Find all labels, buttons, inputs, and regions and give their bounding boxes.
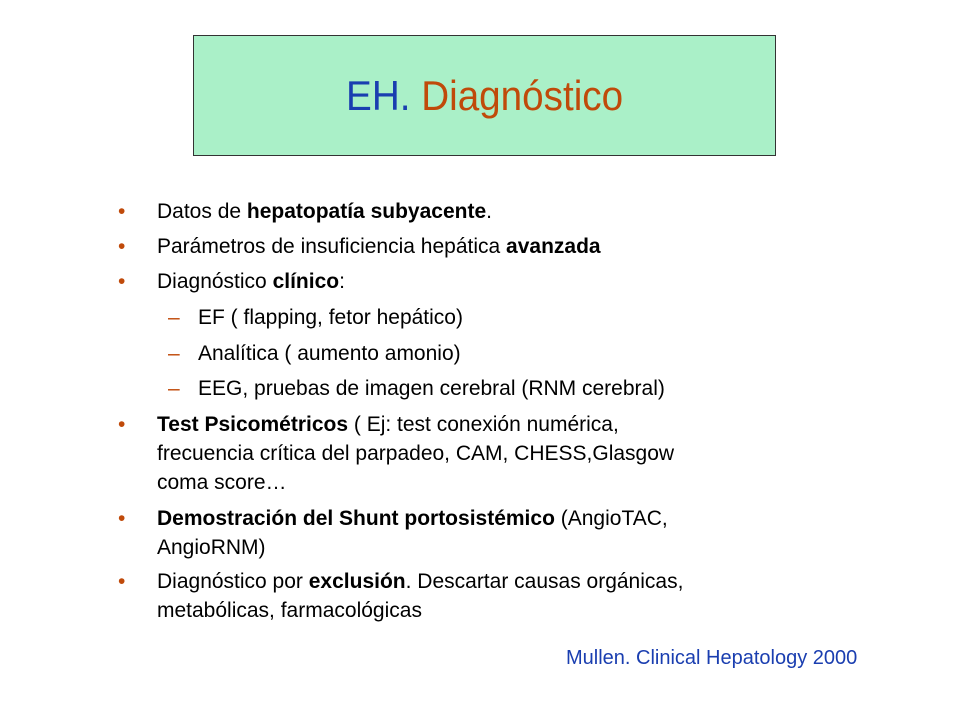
text: Diagnóstico por [157,570,309,593]
dash-marker: – [168,342,180,365]
bullet-marker: • [118,235,126,258]
bullet-marker: • [118,507,126,530]
text: Datos de [157,200,247,223]
emphasis: Demostración del Shunt portosistémico [157,507,555,530]
list-item-continuation: coma score… [157,471,287,494]
emphasis: hepatopatía subyacente [246,200,487,223]
list-item-exclusion [157,568,683,596]
emphasis: clínico [272,270,340,293]
bullet-marker: • [118,270,126,293]
bullet-marker: • [118,413,126,436]
list-item-continuation: AngioRNM) [157,536,266,559]
list-item-diagnostico-clinico [157,268,345,296]
list-item-continuation: frecuencia crítica del parpadeo, CAM, CHESS,Glasgow [157,442,675,465]
list-item-hepatopatia [157,198,492,226]
slide-title [345,71,624,119]
emphasis: Test Psicométricos [157,413,349,436]
text: : [339,270,345,293]
title-main: Diagnóstico [421,71,624,119]
sub-item-eeg: EEG, pruebas de imagen cerebral (RNM cerebral) [198,377,665,400]
text: . Descartar causas orgánicas, [405,570,684,593]
text: . [486,200,492,223]
text: (AngioTAC, [554,507,668,530]
dash-marker: – [168,306,180,329]
bullet-marker: • [118,200,126,223]
sub-item-analitica: Analítica ( aumento amonio) [198,342,461,365]
citation: Mullen. Clinical Hepatology 2000 [566,647,858,669]
list-item-parametros [157,233,601,261]
list-item-continuation: metabólicas, farmacológicas [157,599,422,622]
list-item-shunt [157,505,668,533]
list-item-test-psicometricos [157,411,619,439]
emphasis: exclusión [308,570,406,593]
title-prefix: EH. [345,71,411,119]
emphasis: avanzada [506,235,601,258]
title-box [193,35,776,156]
text: ( Ej: test conexión numérica, [348,413,619,436]
dash-marker: – [168,377,180,400]
text: Parámetros de insuficiencia hepática [157,235,507,258]
text: Diagnóstico [157,270,273,293]
sub-item-ef: EF ( flapping, fetor hepático) [198,306,463,329]
bullet-marker: • [118,570,126,593]
